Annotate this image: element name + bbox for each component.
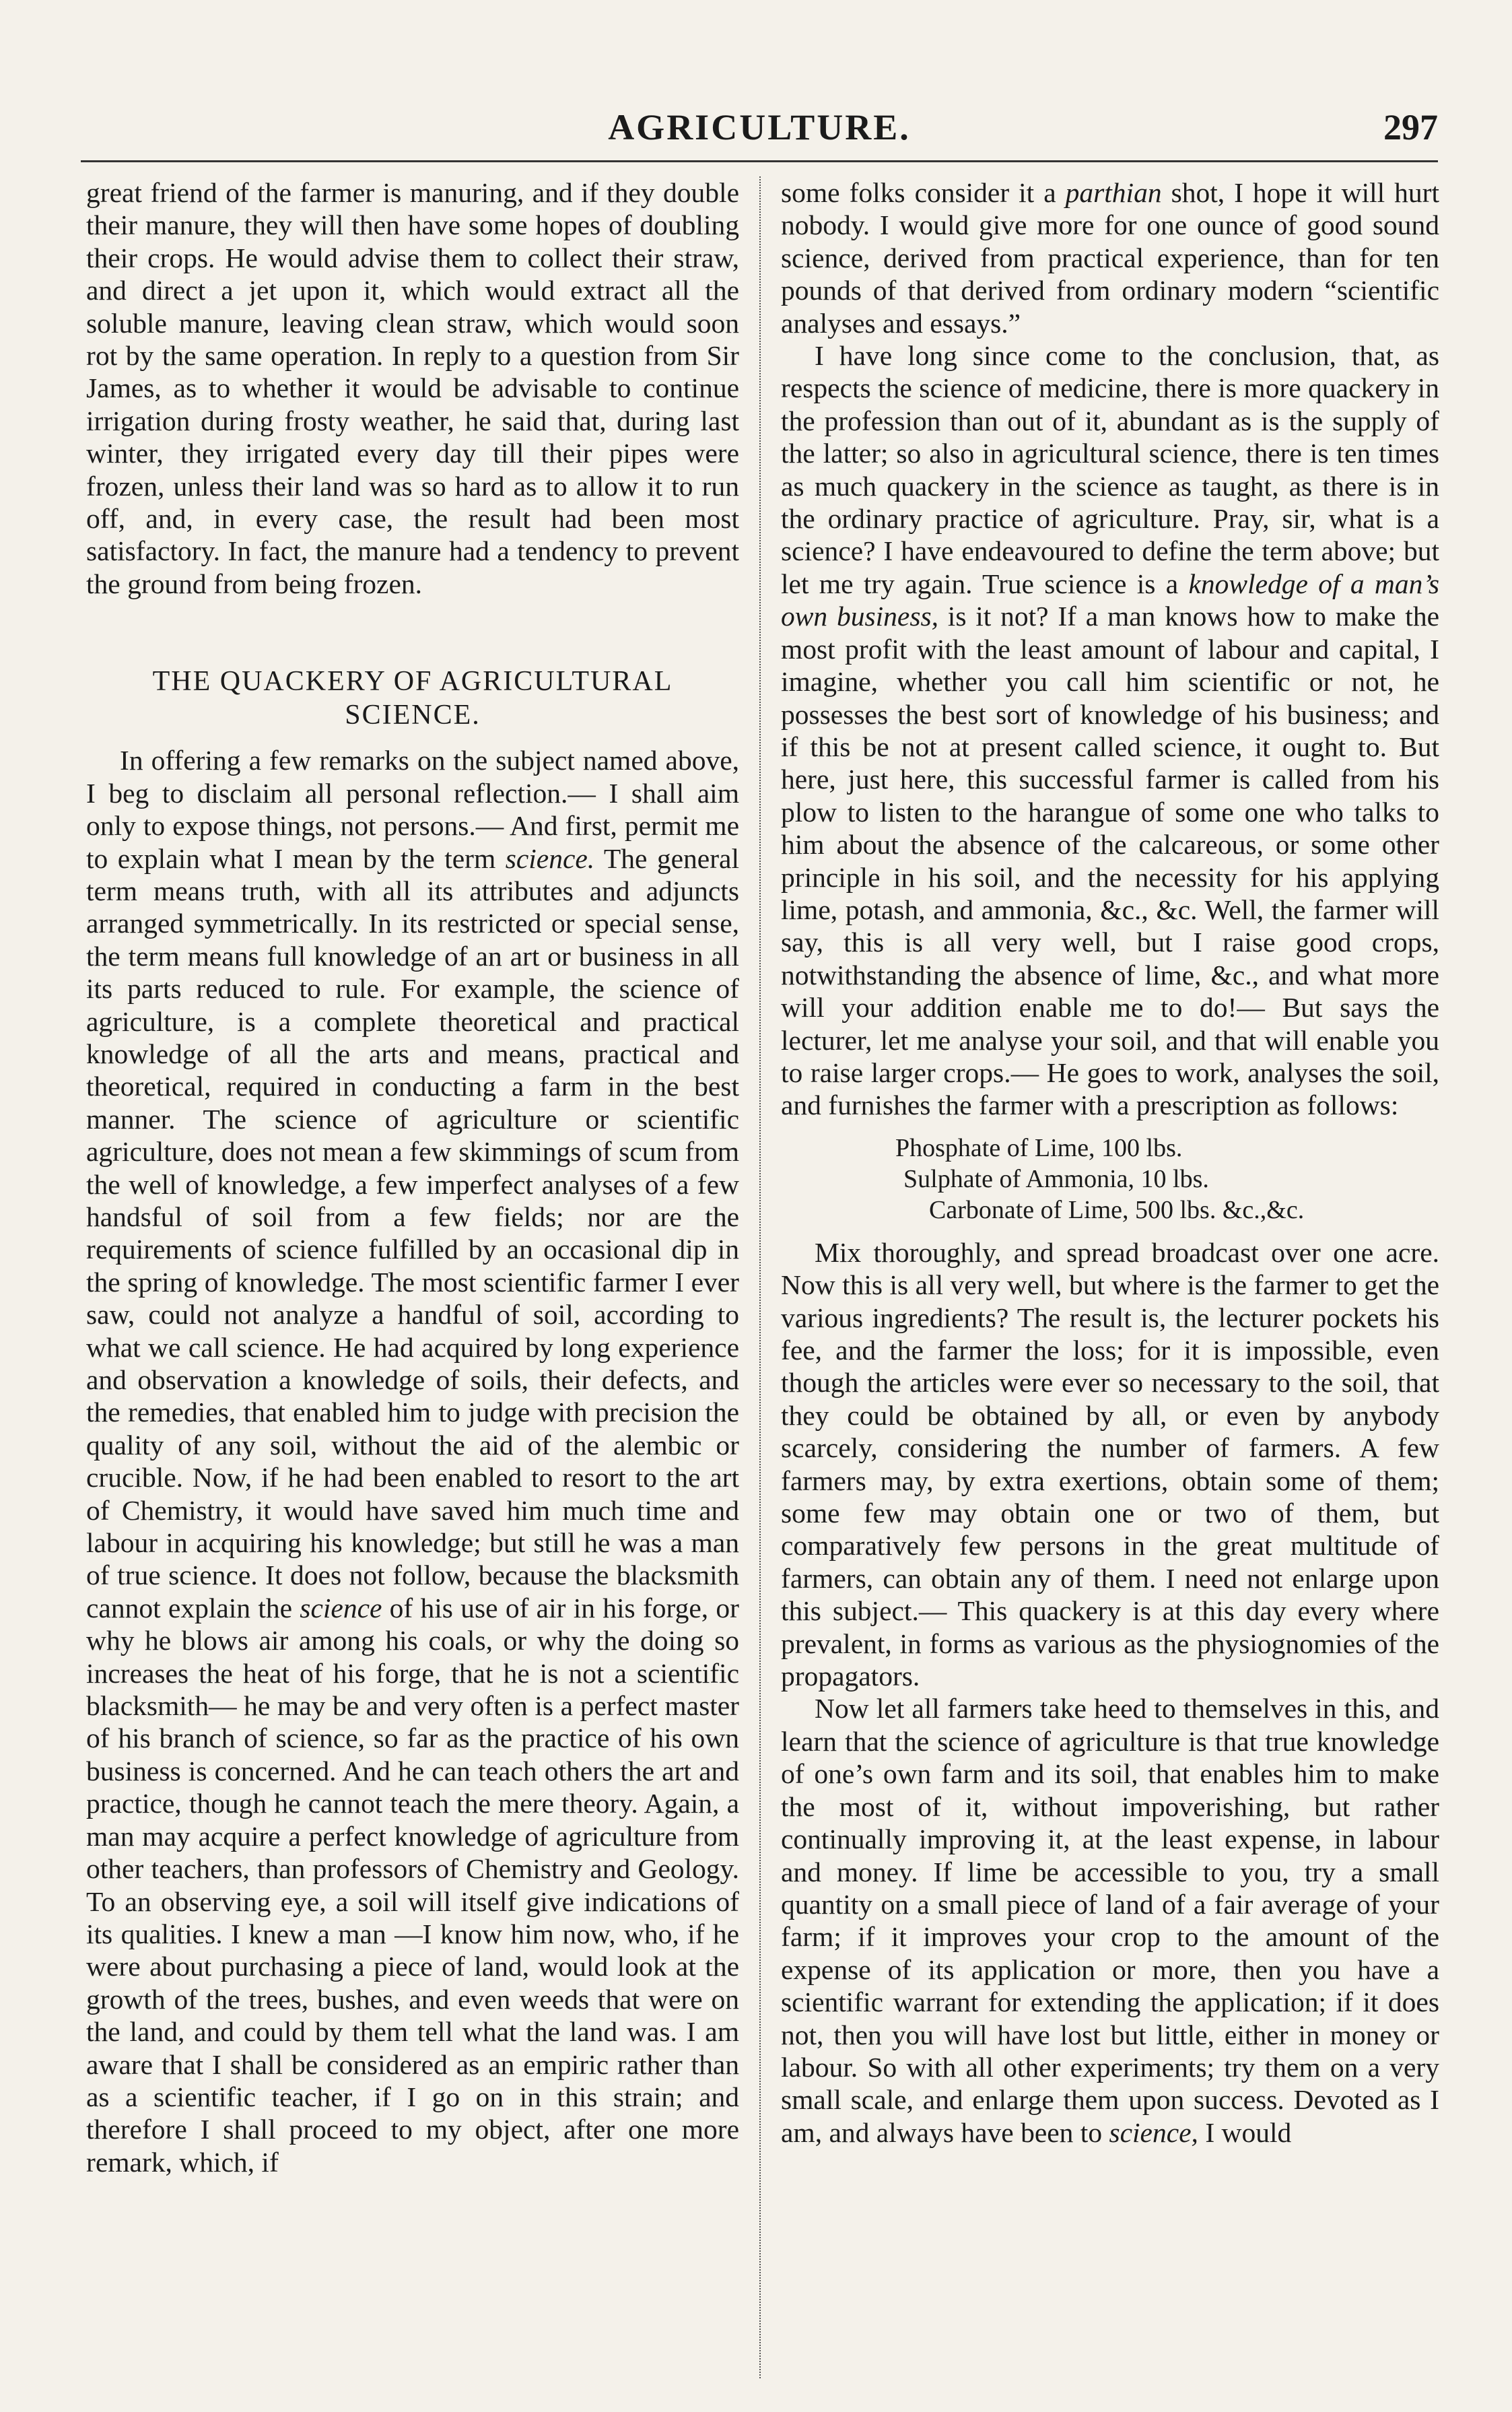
- prescription: [895, 1133, 1439, 1226]
- column-divider: [759, 176, 761, 2378]
- right-p2-emphasis: knowledge of a man’s own business,: [781, 568, 1439, 632]
- right-paragraph-2: [781, 339, 1439, 1122]
- right-paragraph-1: [781, 176, 1439, 339]
- prescription-line: Phosphate of Lime, 100 lbs.: [895, 1133, 1183, 1162]
- running-title: AGRICULTURE.: [608, 107, 911, 147]
- right-p4-emphasis: science,: [1109, 2116, 1198, 2148]
- left-p2-emphasis-science-2: science: [300, 1592, 382, 1623]
- right-p1-text-a: some folks consider it a: [781, 177, 1066, 208]
- left-column: [86, 176, 739, 2378]
- right-p1-text-b: shot, I hope it will hurt nobody. I would give more for one ounce of good sound science, derived from practical experience, than for ten pounds of that derived from ordinary modern “scientific analyses and essays.”: [781, 177, 1439, 339]
- right-p4-text-b: I would: [1198, 2116, 1292, 2148]
- page-number: 297: [1383, 107, 1438, 147]
- left-p2-text-b: The general term means truth, with all its attributes and adjuncts arranged symmetrically. In its restricted or special sense, the term means full knowledge of an art or business in all its parts reduced to rule. For example, the science of agriculture, is a complete theoretical and practical knowledge of all the arts and means, practical and theoretical, required in conducting a farm in the best manner. The science of agriculture or scientific agriculture, does not mean a few skimmings of scum from the well of knowledge, a few imperfect analyses of a few handsful of soil from a few fields; nor are the requirements of science fulfilled by an occasional dip in the spring of knowledge. The most scientific farmer I ever saw, could not analyze a handful of soil, according to what we call science. He had acquired by long experience and observation a knowledge of soils, their defects, and the remedies, that enabled him to judge with precision the quality of any soil, without the aid of the alembic or crucible. Now, if he had been enabled to resort to the art of Chemistry, it would have saved him much time and labour in acquiring his knowledge; but still he was a man of true science. It does not follow, because the blacksmith cannot explain the: [86, 842, 739, 1623]
- right-p2-text-b: is it not? If a man knows how to make the most profit with the least amount of labour and capital, I imagine, whether you call him scientific or not, he possesses the best sort of knowledge of his business; and if this be not at present called science, it ought to. But here, just here, this successful farmer is called from his plow to listen to the harangue of some one who talks to him about the absence of the calcareous, or some other principle in his soil, and the necessity for his applying lime, potash, and ammonia, &c., &c. Well, the farmer will say, this is all very well, but I raise good crops, notwithstanding the absence of lime, &c., and what more will your addition enable me to do!— But says the lecturer, let me analyse your soil, and that will enable you to raise larger crops.— He goes to work, analyses the soil, and furnishes the farmer with a prescription as follows:: [781, 601, 1439, 1121]
- section-title-line-2: SCIENCE.: [345, 700, 481, 731]
- header-rule: [81, 160, 1438, 162]
- left-p2-emphasis-science: science.: [505, 842, 595, 874]
- left-paragraph-1: great friend of the farmer is manuring, and if they double their manure, they will then have some hopes of doubling their crops. He would advise them to collect their straw, and direct a jet upon it, which would extract all the soluble manure, leaving clean straw, which would soon rot by the same operation. In reply to a question from Sir James, as to whether it would be advisable to continue irrigation during frosty weather, he said that, during last winter, they irrigated every day till their pipes were frozen, unless their land was so hard as to allow it to run off, and, in every case, the result had been most satisfactory. In fact, the manure had a tendency to prevent the ground from being frozen.: [86, 177, 739, 599]
- right-p4-text-a: Now let all farmers take heed to themselves in this, and learn that the science of agriculture is that true knowledge of one’s own farm and its soil, that enables him to make the most of it, without impoverishing, but rather continually improving it, at the least expense, in labour and money. If lime be accessible to you, try a small quantity on a small piece of land of a fair average of your farm; if it improves your crop to the amount of the expense of its application or more, then you have a scientific warrant for extending the application; if it does not, then you will have lost but little, either in money or labour. So with all other experiments; try them on a very small scale, and enlarge them upon success. Devoted as I am, and always have been to: [781, 1693, 1439, 2148]
- right-p2-text-a: I have long since come to the conclusion, that, as respects the science of medicine, there is more quackery in the profession than out of it, abundant as is the supply of the latter; so also in agricultural science, there is ten times as much quackery in the science as taught, as there is in the ordinary practice of agriculture. Pray, sir, what is a science? I have endeavoured to define the term above; but let me try again. True science is a: [781, 340, 1439, 599]
- right-paragraph-4: [781, 1692, 1439, 2149]
- prescription-line: Sulphate of Ammonia, 10 lbs.: [903, 1164, 1209, 1193]
- left-paragraph-2: [86, 744, 739, 2178]
- prescription-line: Carbonate of Lime, 500 lbs. &c.,&c.: [929, 1195, 1305, 1224]
- running-head: [81, 106, 1438, 154]
- right-column: [781, 176, 1439, 2378]
- left-p2-text-c: of his use of air in his forge, or why he blows air among his coals, or why the doing so increases the heat of his forge, that he is not a scientific blacksmith— he may be and very often is a perfect master of his branch of science, so far as the practice of his own business is concerned. And he can teach others the art and practice, though he cannot teach the mere theory. Again, a man may acquire a perfect knowledge of agriculture from other teachers, than professors of Chemistry and Geology. To an observing eye, a soil will itself give indications of its qualities. I knew a man —I know him now, who, if he were about purchasing a piece of land, would look at the growth of the trees, bushes, and even weeds that were on the land, and could by them tell what the land was. I am aware that I shall be considered as an empiric rather than as a scientific teacher, if I go on in this strain; and therefore I shall proceed to my object, after one more remark, which, if: [86, 1592, 739, 2178]
- left-p2-text-a: In offering a few remarks on the subject named above, I beg to disclaim all personal reflection.— I shall aim only to expose things, not persons.— And first, permit me to explain what I mean by the term: [86, 745, 739, 874]
- section-title: [86, 665, 739, 732]
- right-p1-emphasis: parthian: [1065, 177, 1162, 208]
- right-paragraph-3: Mix thoroughly, and spread broadcast over one acre. Now this is all very well, but where is the farmer to get the various ingredients? The result is, the lecturer pockets his fee, and the farmer the loss; for it is impossible, even though the articles were ever so necessary to the soil, that they could be obtained by all, or even by anybody scarcely, considering the number of farmers. A few farmers may, by extra exertions, obtain some of them; some few may obtain one or two of them, but comparatively few persons in the great multitude of farmers, can obtain any of them. I need not enlarge upon this subject.— This quackery is at this day every where prevalent, in forms as various as the physiognomies of the propagators.: [781, 1236, 1439, 1692]
- section-title-line-1: THE QUACKERY OF AGRICULTURAL: [152, 666, 673, 698]
